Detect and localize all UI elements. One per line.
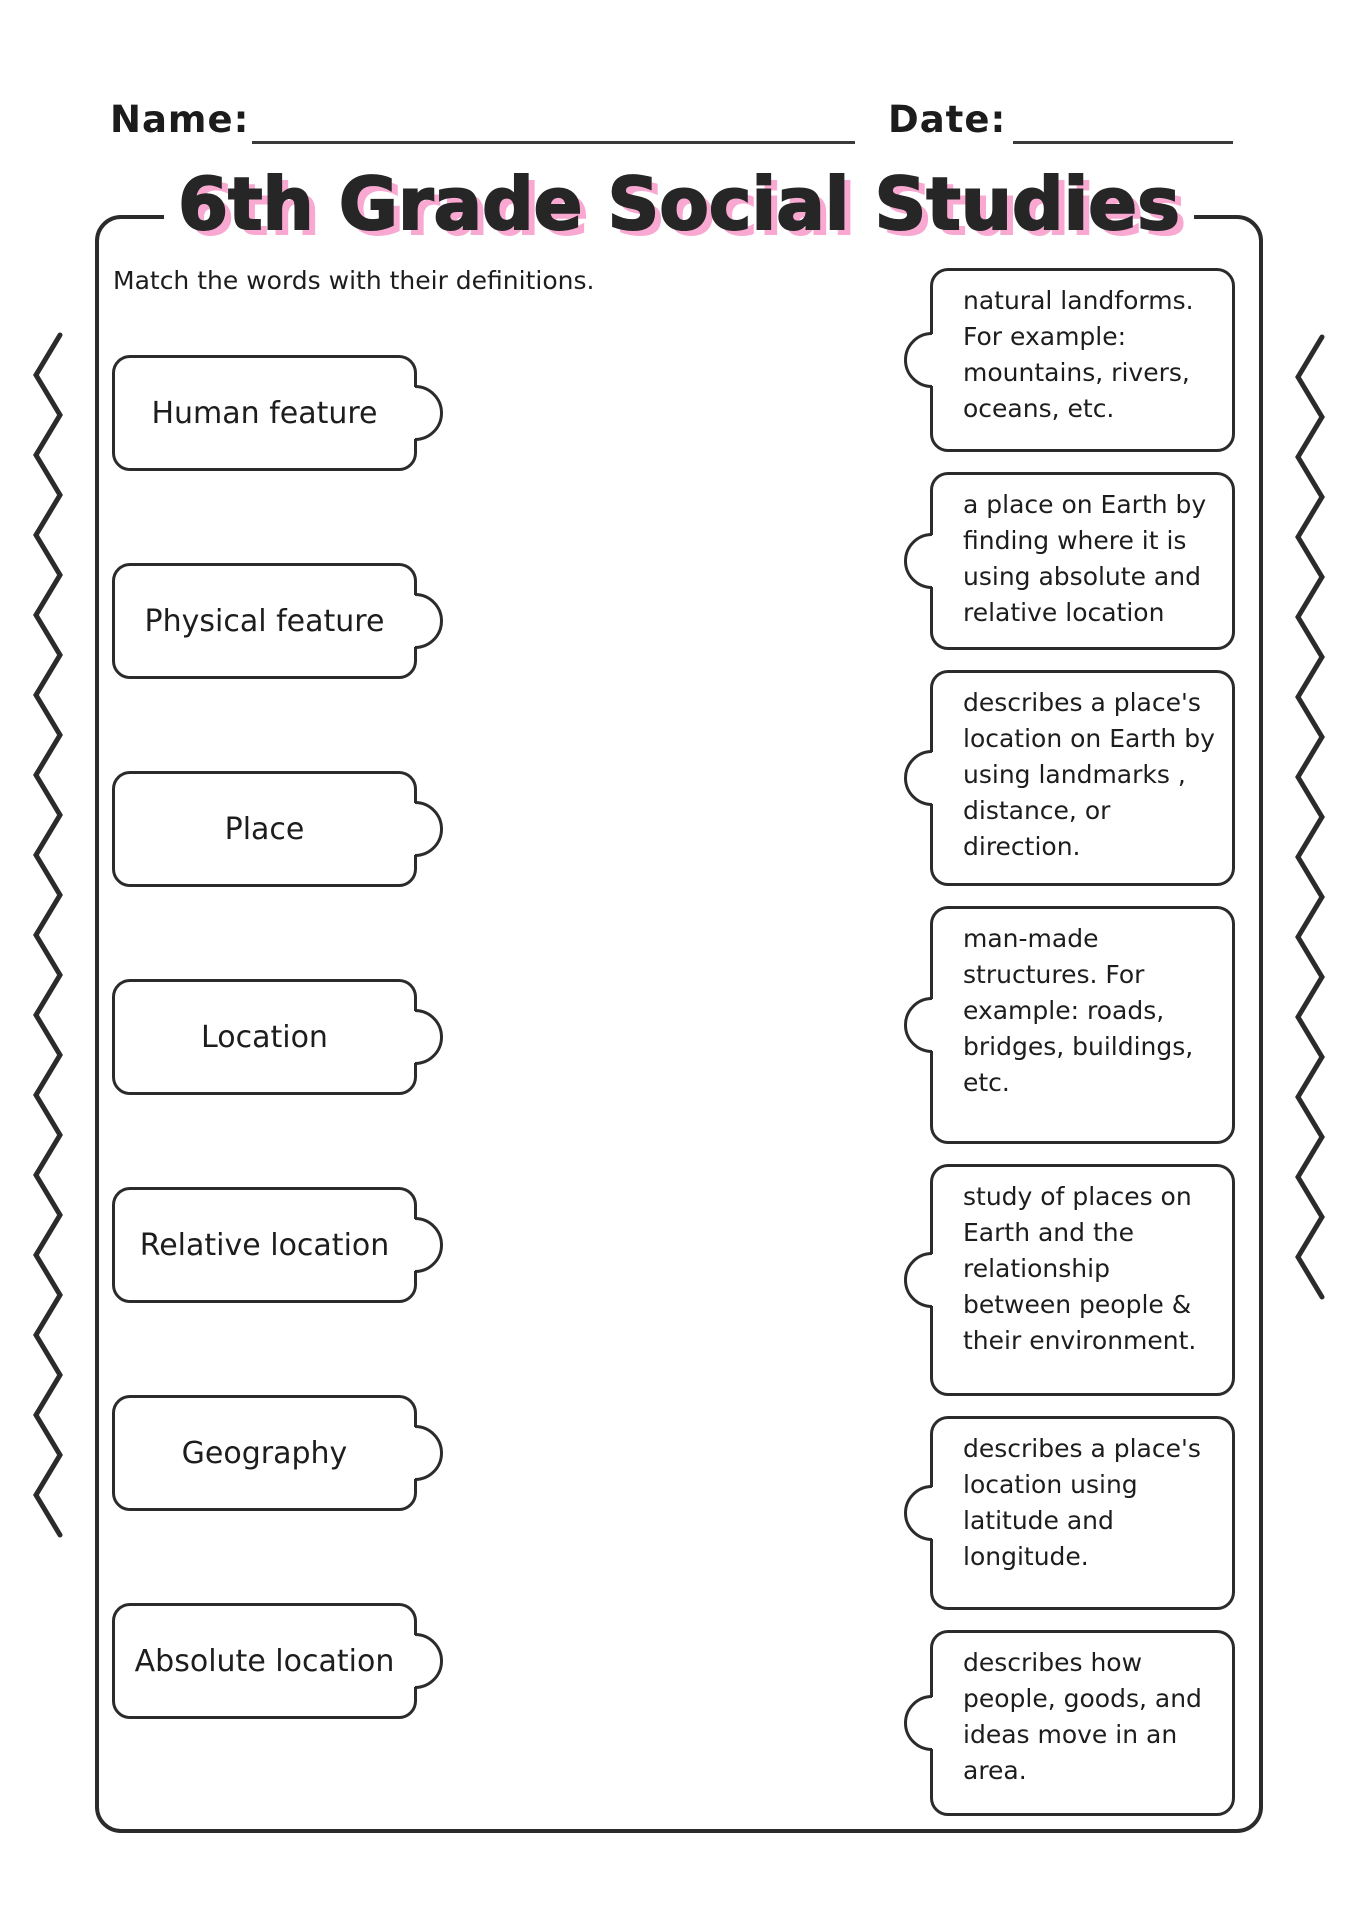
puzzle-tab-icon [387,385,443,441]
date-label: Date: [888,98,1007,141]
word-card[interactable] [112,1187,417,1303]
word-card-label: Physical feature [144,603,385,639]
definition-card[interactable] [930,670,1235,886]
puzzle-tab-icon [387,1217,443,1273]
word-card[interactable] [112,355,417,471]
definition-card-text: a place on Earth by finding where it is using absolute and relative location [963,490,1207,627]
definition-card[interactable] [930,268,1235,452]
puzzle-tab-icon [387,801,443,857]
definition-card-text: study of places on Earth and the relationship between people & their environment. [963,1182,1197,1355]
right-zigzag-line [1298,337,1322,1297]
word-card[interactable] [112,1395,417,1511]
definition-card-text: natural landforms. For example: mountains, rivers, oceans, etc. [963,286,1194,423]
word-card[interactable] [112,771,417,887]
word-column [112,355,417,1719]
name-label: Name: [110,98,250,141]
puzzle-tab-icon [387,1633,443,1689]
word-card-label: Relative location [139,1227,390,1263]
word-card-label: Geography [181,1435,348,1471]
word-card-label: Absolute location [134,1643,395,1679]
definition-card[interactable] [930,472,1235,650]
definition-card-text: describes a place's location using latitude and longitude. [963,1434,1201,1571]
date-blank-line[interactable] [1013,141,1233,144]
left-zigzag-line [36,335,60,1535]
definition-column [930,268,1235,1816]
definition-card-text: describes how people, goods, and ideas move in an area. [963,1648,1202,1785]
word-card-label: Location [201,1019,328,1055]
puzzle-tab-icon [387,1009,443,1065]
puzzle-tab-icon [387,593,443,649]
word-card[interactable] [112,1603,417,1719]
word-card-label: Human feature [151,395,378,431]
definition-card[interactable] [930,906,1235,1144]
puzzle-tab-icon [387,1425,443,1481]
name-blank-line[interactable] [252,141,855,144]
instructions-text: Match the words with their definitions. [113,266,595,295]
word-card[interactable] [112,979,417,1095]
definition-card-text: describes a place's location on Earth by using landmarks , distance, or direction. [963,688,1215,861]
definition-card-text: man-made structures. For example: roads, bridges, buildings, etc. [963,924,1194,1097]
page-title: 6th Grade Social Studies [164,166,1194,242]
word-card-label: Place [224,811,305,847]
word-card[interactable] [112,563,417,679]
definition-card[interactable] [930,1416,1235,1610]
definition-card[interactable] [930,1630,1235,1816]
definition-card[interactable] [930,1164,1235,1396]
